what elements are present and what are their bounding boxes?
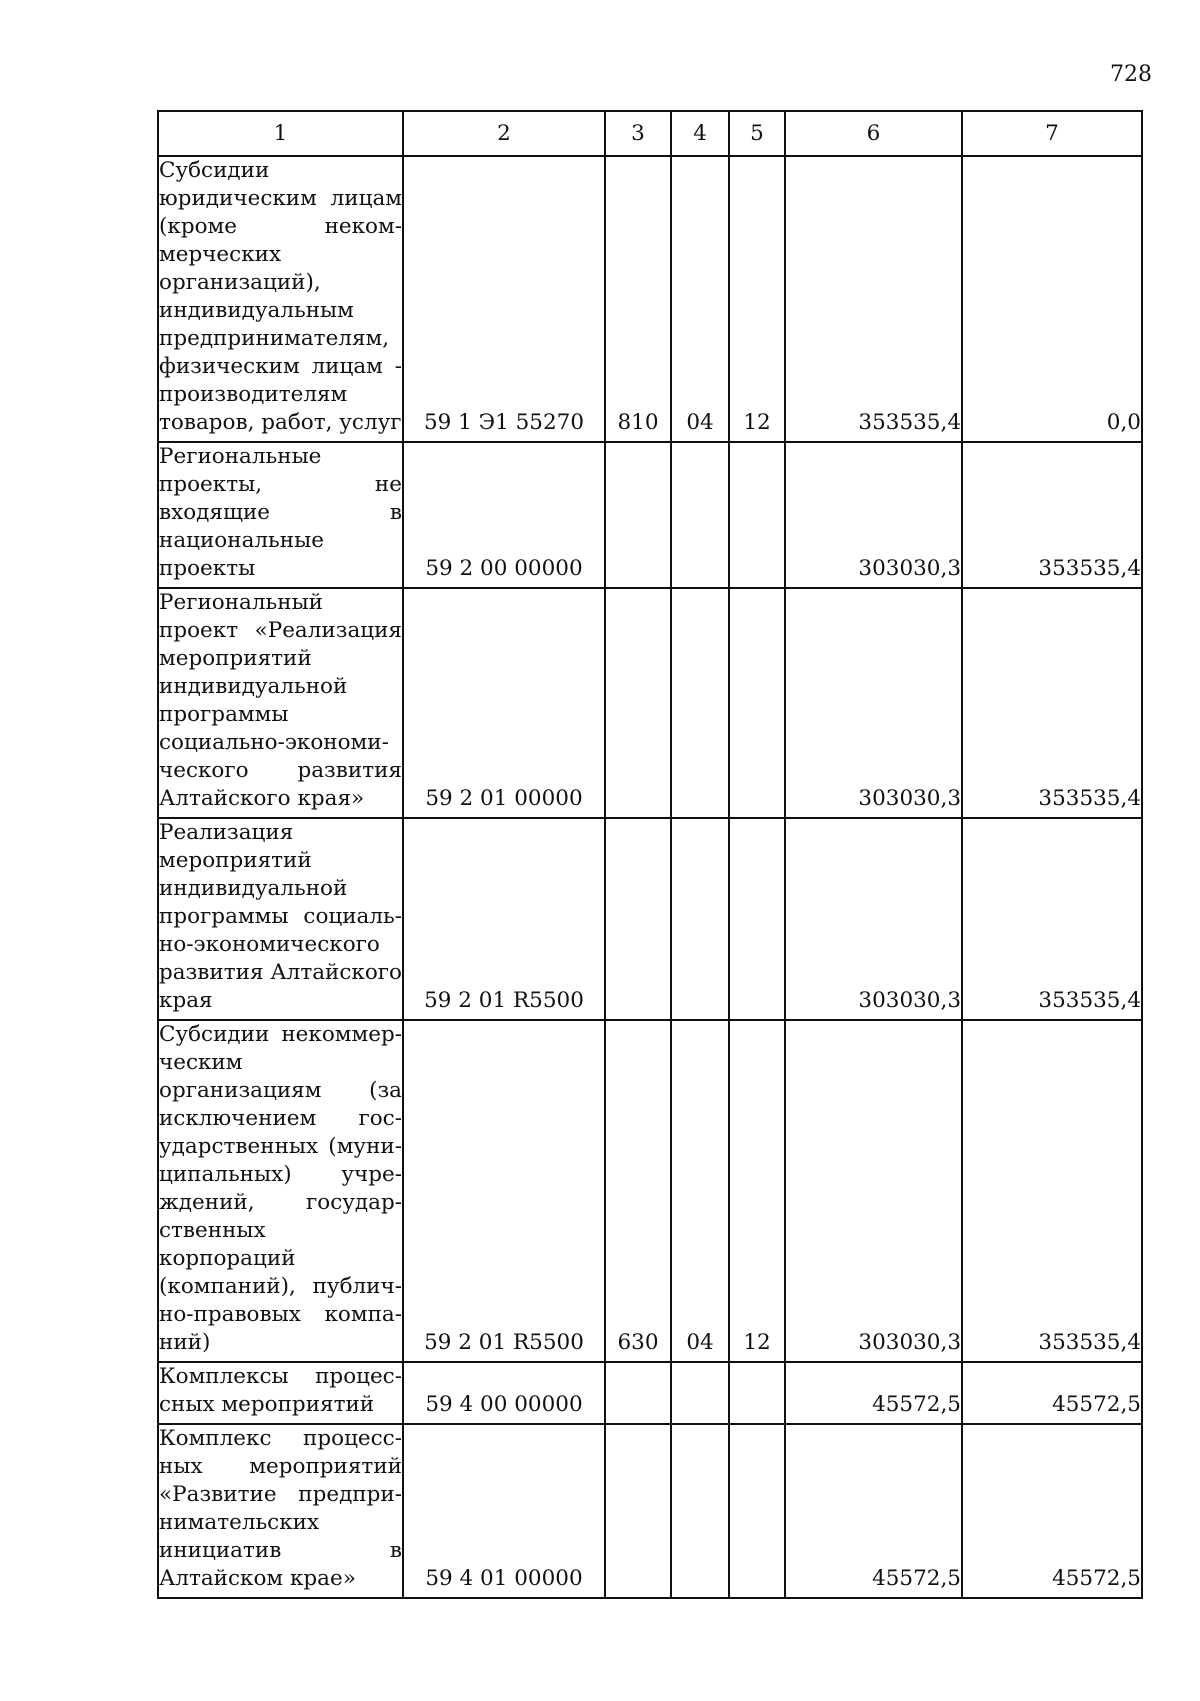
row-name: Субсидии некоммерческим организациям (за исключением государственных (муниципальных) учреждений, государственных корпораций (компаний), публично-правовых компаний) — [158, 1020, 403, 1362]
header-col-5: 5 — [729, 111, 785, 156]
row-col-5 — [729, 1362, 785, 1424]
row-col-5 — [729, 442, 785, 588]
row-amount-7: 0,0 — [962, 156, 1142, 442]
row-code: 59 2 01 R5500 — [403, 818, 605, 1020]
row-col-3: 810 — [605, 156, 671, 442]
row-amount-7: 353535,4 — [962, 588, 1142, 818]
table-row — [158, 1020, 1142, 1362]
row-col-5: 12 — [729, 156, 785, 442]
row-code: 59 2 00 00000 — [403, 442, 605, 588]
row-code: 59 4 01 00000 — [403, 1424, 605, 1598]
row-col-5: 12 — [729, 1020, 785, 1362]
row-col-4: 04 — [671, 1020, 729, 1362]
table-row — [158, 1362, 1142, 1424]
header-col-2: 2 — [403, 111, 605, 156]
row-name: Комплекс процессных мероприятий «Развитие предпринимательских инициатив в Алтайском крае» — [158, 1424, 403, 1598]
row-col-3 — [605, 1424, 671, 1598]
budget-table — [157, 110, 1143, 1599]
row-name: Региональный проект «Реализация мероприятий индивидуальной программы социально-экономического развития Алтайского края» — [158, 588, 403, 818]
row-code: 59 2 01 R5500 — [403, 1020, 605, 1362]
row-amount-6: 303030,3 — [785, 442, 962, 588]
table-row — [158, 1424, 1142, 1598]
row-amount-6: 303030,3 — [785, 818, 962, 1020]
row-name: Реализация мероприятий индивидуальной программы социально-экономического развития Алтайского края — [158, 818, 403, 1020]
row-col-4 — [671, 588, 729, 818]
header-col-3: 3 — [605, 111, 671, 156]
row-col-4 — [671, 1424, 729, 1598]
row-col-5 — [729, 818, 785, 1020]
header-row — [158, 111, 1142, 156]
table-row — [158, 156, 1142, 442]
row-col-3 — [605, 1362, 671, 1424]
table-row — [158, 442, 1142, 588]
header-col-7: 7 — [962, 111, 1142, 156]
row-col-3 — [605, 442, 671, 588]
row-col-3 — [605, 588, 671, 818]
table-row — [158, 588, 1142, 818]
row-amount-6: 303030,3 — [785, 588, 962, 818]
row-amount-7: 45572,5 — [962, 1424, 1142, 1598]
row-amount-7: 353535,4 — [962, 442, 1142, 588]
row-col-4 — [671, 818, 729, 1020]
row-amount-7: 45572,5 — [962, 1362, 1142, 1424]
row-col-3 — [605, 818, 671, 1020]
row-name: Комплексы процессных мероприятий — [158, 1362, 403, 1424]
page-number: 728 — [1110, 62, 1152, 87]
row-col-4 — [671, 1362, 729, 1424]
row-code: 59 1 Э1 55270 — [403, 156, 605, 442]
row-amount-7: 353535,4 — [962, 818, 1142, 1020]
header-col-4: 4 — [671, 111, 729, 156]
header-col-1: 1 — [158, 111, 403, 156]
row-amount-6: 353535,4 — [785, 156, 962, 442]
row-col-4: 04 — [671, 156, 729, 442]
row-amount-6: 45572,5 — [785, 1362, 962, 1424]
row-col-5 — [729, 1424, 785, 1598]
row-col-4 — [671, 442, 729, 588]
row-amount-7: 353535,4 — [962, 1020, 1142, 1362]
row-name: Региональные проекты, не входящие в национальные проекты — [158, 442, 403, 588]
row-amount-6: 303030,3 — [785, 1020, 962, 1362]
row-code: 59 4 00 00000 — [403, 1362, 605, 1424]
header-col-6: 6 — [785, 111, 962, 156]
row-amount-6: 45572,5 — [785, 1424, 962, 1598]
row-col-3: 630 — [605, 1020, 671, 1362]
row-code: 59 2 01 00000 — [403, 588, 605, 818]
row-name: Субсидии юридическим лицам (кроме некоммерческих организаций), индивидуальным предпринимателям, физическим лицам - производителям товаров, работ, услуг — [158, 156, 403, 442]
row-col-5 — [729, 588, 785, 818]
table-row — [158, 818, 1142, 1020]
